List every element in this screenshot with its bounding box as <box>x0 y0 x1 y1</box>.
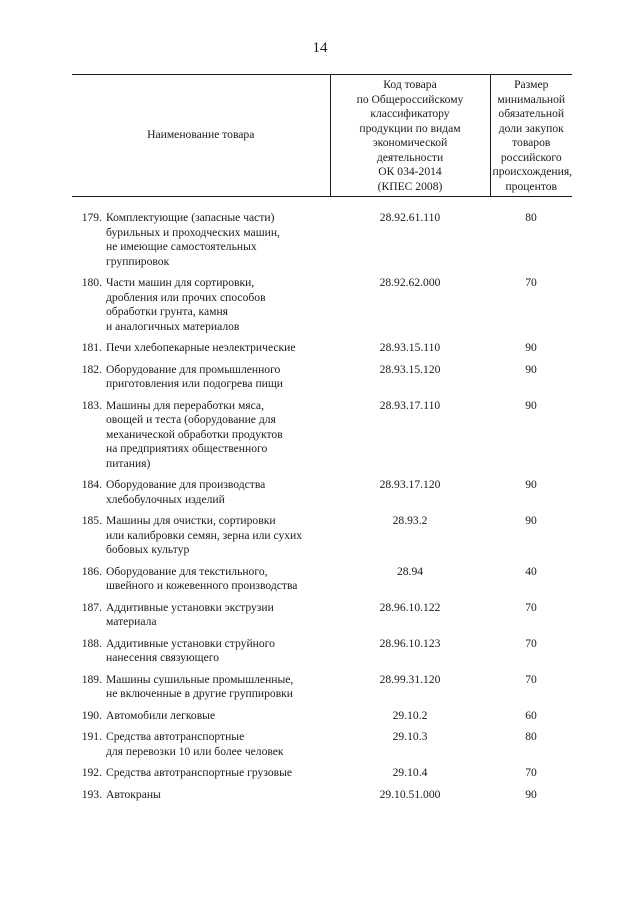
header-name: Наименование товара <box>72 75 330 197</box>
item-share: 40 <box>525 564 537 578</box>
item-name-cell <box>72 766 330 788</box>
item-name-cell <box>72 601 330 637</box>
item-number: 186. <box>81 564 102 578</box>
item-share: 80 <box>525 730 537 743</box>
item-name: Оборудование для производства хлебобулочных изделий <box>106 478 266 506</box>
item-number: 193. <box>81 787 102 801</box>
table-row <box>72 601 572 637</box>
item-number: 188. <box>81 636 102 650</box>
page-number: 14 <box>312 40 328 56</box>
table-row <box>72 730 572 766</box>
table-row <box>72 788 572 810</box>
item-name-cell <box>72 399 330 479</box>
item-number: 184. <box>81 478 102 491</box>
item-name: Комплектующие (запасные части) бурильных и проходческих машин, не имеющие самостоятельных группировок <box>106 211 280 268</box>
item-code: 28.96.10.122 <box>379 600 441 614</box>
item-name: Печи хлебопекарные неэлектрические <box>106 341 296 354</box>
item-name-cell <box>72 637 330 673</box>
item-name: Средства автотранспортные для перевозки 10 или более человек <box>106 730 284 758</box>
item-number: 189. <box>81 672 102 686</box>
table-row <box>72 709 572 731</box>
item-name: Аддитивные установки экструзии материала <box>106 600 274 628</box>
item-number: 179. <box>81 211 102 224</box>
item-share: 60 <box>525 708 537 722</box>
item-share: 90 <box>525 398 537 412</box>
item-code: 29.10.2 <box>392 708 428 722</box>
item-code: 28.93.15.110 <box>379 341 441 354</box>
item-code: 28.99.31.120 <box>379 672 441 686</box>
item-name-cell <box>72 565 330 601</box>
item-share: 70 <box>525 276 537 289</box>
item-name: Аддитивные установки струйного нанесения связующего <box>106 636 275 664</box>
goods-table <box>72 74 572 809</box>
item-number: 183. <box>81 398 102 412</box>
item-share: 70 <box>525 672 537 686</box>
item-number: 185. <box>81 514 102 527</box>
table-row <box>72 197 572 277</box>
item-name: Части машин для сортировки, дробления или прочих способов обработки грунта, камня и аналогичных материалов <box>106 276 266 333</box>
item-share: 90 <box>525 341 537 354</box>
item-name: Оборудование для текстильного, швейного и кожевенного производства <box>106 564 298 592</box>
item-code: 29.10.3 <box>392 730 428 743</box>
table-row <box>72 399 572 479</box>
item-name-cell <box>72 788 330 810</box>
table-row <box>72 514 572 565</box>
item-number: 182. <box>81 362 102 376</box>
header-code: Код товара по Общероссийскому классификатору продукции по видам экономической деятельности ОК 034-2014 (КПЕС 2008) <box>330 75 490 197</box>
item-number: 191. <box>81 730 102 743</box>
item-code: 28.94 <box>396 564 424 578</box>
item-code: 28.93.15.120 <box>379 362 441 376</box>
item-number: 180. <box>81 276 102 289</box>
item-number: 181. <box>81 341 102 354</box>
table-row <box>72 766 572 788</box>
item-name-cell <box>72 514 330 565</box>
item-name-cell <box>72 478 330 514</box>
item-name-cell <box>72 709 330 731</box>
item-code: 28.92.61.110 <box>379 211 441 224</box>
table-row <box>72 363 572 399</box>
item-name: Машины для очистки, сортировки или калибровки семян, зерна или сухих бобовых культур <box>106 514 303 556</box>
item-share: 70 <box>525 636 537 650</box>
item-name: Автомобили легковые <box>106 708 216 722</box>
item-share: 90 <box>525 787 537 801</box>
item-code: 28.92.62.000 <box>379 276 441 289</box>
item-code: 28.93.17.110 <box>379 398 441 412</box>
item-name-cell <box>72 363 330 399</box>
table-row <box>72 565 572 601</box>
item-code: 28.93.17.120 <box>379 478 441 491</box>
item-share: 80 <box>525 211 537 224</box>
item-name-cell <box>72 673 330 709</box>
item-name-cell <box>72 197 330 277</box>
table-body <box>72 197 572 810</box>
table-row <box>72 276 572 341</box>
table-row <box>72 637 572 673</box>
item-code: 28.96.10.123 <box>379 636 441 650</box>
item-name: Автокраны <box>106 787 161 801</box>
item-name: Машины сушильные промышленные, не включенные в другие группировки <box>106 672 294 700</box>
item-code: 29.10.4 <box>392 766 428 779</box>
item-share: 90 <box>525 362 537 376</box>
header-share: Размер минимальной обязательной доли закупок товаров российского происхождения, процентов <box>490 75 572 197</box>
table-row <box>72 673 572 709</box>
item-name: Машины для переработки мяса, овощей и теста (оборудование для механической обработки продуктов на предприятиях общественного питания) <box>106 398 283 470</box>
table-row <box>72 478 572 514</box>
item-code: 29.10.51.000 <box>379 787 441 801</box>
item-share: 70 <box>525 600 537 614</box>
table-row <box>72 341 572 363</box>
table-header <box>72 75 572 197</box>
item-code: 28.93.2 <box>392 514 428 527</box>
item-share: 70 <box>525 766 537 779</box>
item-share: 90 <box>525 514 537 527</box>
item-name-cell <box>72 276 330 341</box>
item-name: Средства автотранспортные грузовые <box>106 766 293 779</box>
item-name-cell <box>72 730 330 766</box>
item-number: 190. <box>81 708 102 722</box>
item-share: 90 <box>525 478 537 491</box>
item-name: Оборудование для промышленного приготовления или подогрева пищи <box>106 362 283 390</box>
item-name-cell <box>72 341 330 363</box>
item-number: 192. <box>81 766 102 779</box>
item-number: 187. <box>81 600 102 614</box>
